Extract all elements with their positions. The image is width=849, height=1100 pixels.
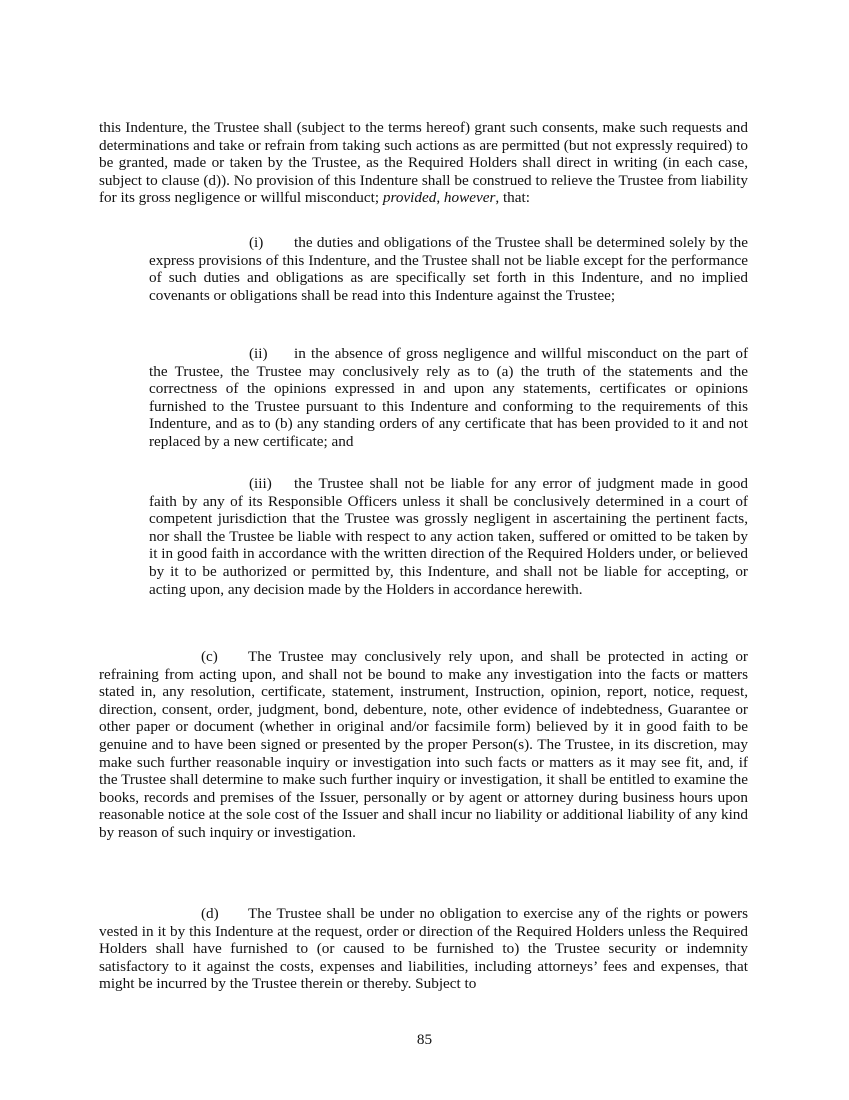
intro-text: this Indenture, the Trustee shall (subject to the terms hereof) grant such consents, make such requests and determinations and take or refrain from taking such actions as are permitted (but not expressly required) to be granted, made or taken by the Trustee, as the Required Holders shall direct in writing (in each case, subject to clause (d)). No provision of this Indenture shall be construed to relieve the Trustee from liability for its gross negligence or willful misconduct;: [99, 119, 748, 207]
clause-d-text: The Trustee shall be under no obligation to exercise any of the rights or powers vested in it by this Indenture at the request, order or direction of the Required Holders unless the Required Holders shall have furnished to (or caused to be furnished to) the Trustee security or indemnity satisfactory to it against the costs, expenses and liabilities, including attorneys’ fees and expenses, that might be incurred by the Trustee therein or thereby. Subject to: [99, 905, 748, 993]
intro-however: however: [443, 189, 496, 207]
item-i: [149, 234, 748, 304]
clause-d: [99, 905, 748, 993]
intro-tail: , that:: [495, 189, 530, 207]
clause-c-marker: (c): [201, 648, 218, 665]
item-i-text: the duties and obligations of the Trustee shall be determined solely by the express provisions of this Indenture, and the Trustee shall not be liable except for the performance of such duties and obligations as are specifically set forth in this Indenture, and no implied covenants or obligations shall be read into this Indenture against the Trustee;: [149, 234, 748, 304]
item-ii-marker: (ii): [249, 345, 268, 362]
item-iii: [149, 475, 748, 598]
item-i-marker: (i): [249, 234, 264, 251]
item-iii-text: the Trustee shall not be liable for any error of judgment made in good faith by any of its Responsible Officers unless it shall be conclusively determined in a court of competent jurisdiction that the Trustee was grossly negligent in ascertaining the pertinent facts, nor shall the Trustee be liable with respect to any action taken, suffered or omitted to be taken by it in good faith in accordance with the written direction of the Required Holders under, or believed by it to be authorized or permitted by, this Indenture, and shall not be liable for accepting, or acting upon, any decision made by the Holders in accordance herewith.: [149, 475, 748, 598]
intro-paragraph: [99, 119, 748, 207]
intro-comma: ,: [436, 189, 444, 207]
intro-provided: provided: [382, 189, 437, 207]
item-iii-marker: (iii): [249, 475, 272, 492]
item-ii-text: in the absence of gross negligence and willful misconduct on the part of the Trustee, the Trustee may conclusively rely as to (a) the truth of the statements and the correctness of the opinions expressed in and upon any statements, certificates or opinions furnished to the Trustee pursuant to this Indenture and conforming to the requirements of this Indenture, and as to (b) any standing orders of any certificate that has been provided to it and not replaced by a new certificate; and: [149, 345, 748, 450]
item-ii: [149, 345, 748, 451]
clause-c: [99, 648, 748, 842]
clause-c-text: The Trustee may conclusively rely upon, and shall be protected in acting or refraining from acting upon, and shall not be bound to make any investigation into the facts or matters stated in, any resolution, certificate, statement, instrument, Instruction, opinion, report, notice, request, direction, consent, order, judgment, bond, debenture, note, other evidence of indebtedness, Guarantee or other paper or document (whether in original and/or facsimile form) believed by it in good faith to be genuine and to have been signed or presented by the proper Person(s). The Trustee, in its discretion, may make such further reasonable inquiry or investigation into such facts or matters as it may see fit, and, if the Trustee shall determine to make such further inquiry or investigation, it shall be entitled to examine the books, records and premises of the Issuer, personally or by agent or attorney during business hours upon reasonable notice at the sole cost of the Issuer and shall incur no liability or additional liability of any kind by reason of such inquiry or investigation.: [99, 648, 748, 841]
clause-d-marker: (d): [201, 905, 219, 922]
page-number: 85: [416, 1031, 433, 1048]
